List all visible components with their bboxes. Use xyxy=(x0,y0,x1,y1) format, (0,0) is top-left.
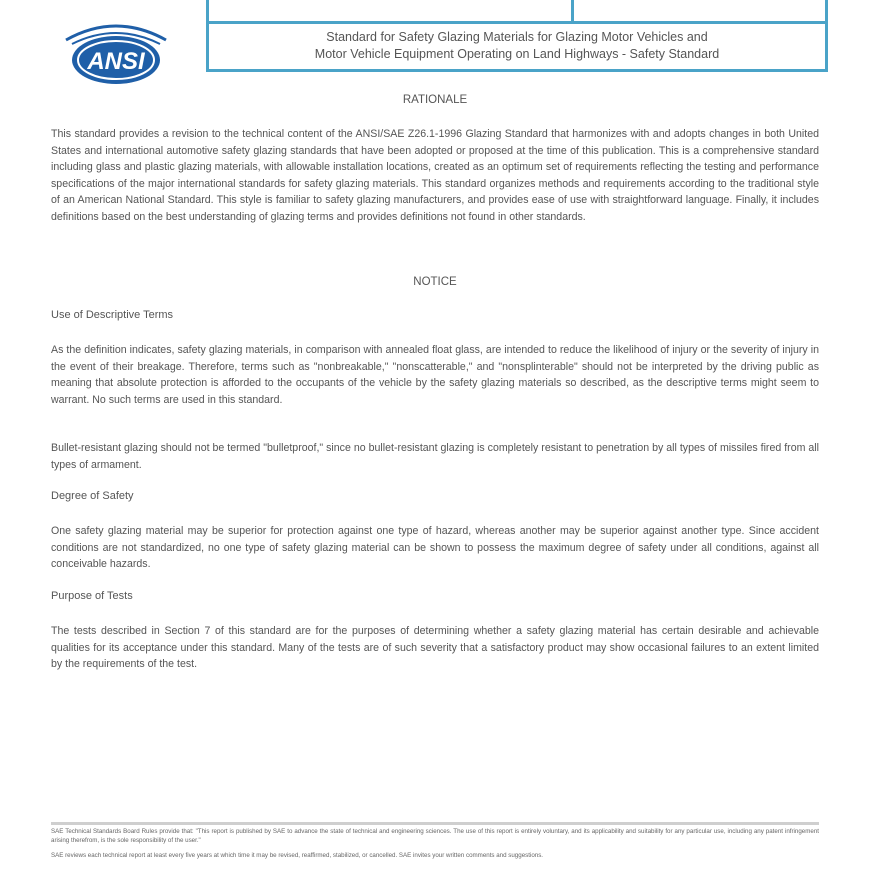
title-line-2: Motor Vehicle Equipment Operating on Land Highways - Safety Standard xyxy=(314,47,720,61)
subheading-purpose-of-tests: Purpose of Tests xyxy=(51,590,133,602)
footer-rule xyxy=(51,822,819,825)
paragraph-degree-of-safety: One safety glazing material may be superior for protection against one type of hazard, whereas another may be superior against another type. Since accident conditions are not standardized, no one type of safety glazing material can be shown to possess the maximum degree of safety under all conditions, against all conceivable hazards. xyxy=(51,525,819,570)
rationale-text: This standard provides a revision to the technical content of the ANSI/SAE Z26.1-1996 Glazing Standard that harmonizes with and adopts changes in both United States and international automotive safety glazing standards that have been adopted or proposed at the time of this publication. This is a comprehensive standard including glass and plastic glazing materials, with allowable installation locations, created as an optimum set of requirements reflecting the testing and performance specifications of the major international standards for safety glazing materials. This standard organizes methods and requirements according to the traditional style of an American National Standard. This style is familiar to safety glazing manufacturers, and provides ease of use with straightforward language. Finally, it includes definitions based on the best understanding of glazing terms and provides definitions not found in other standards. xyxy=(51,128,819,223)
notice-heading: NOTICE xyxy=(413,276,457,288)
subheading-descriptive-terms: Use of Descriptive Terms xyxy=(51,309,174,321)
header-divider xyxy=(571,0,574,21)
ansi-logo xyxy=(60,14,172,86)
rationale-heading: RATIONALE xyxy=(402,94,468,106)
paragraph-purpose-of-tests: The tests described in Section 7 of this standard are for the purposes of determining whether a safety glazing material has certain desirable and achievable qualities for its acceptance under this standard. Many of the tests are of such severity that a satisfactory product may show occasional failures to an extent limited by the requirements of the test. xyxy=(51,625,819,670)
header-top-row xyxy=(209,0,825,24)
footer-review-text: SAE reviews each technical report at least every five years at which time it may be revised, reaffirmed, stabilized, or cancelled. SAE invites your written comments and suggestions. xyxy=(51,852,544,859)
paragraph-descriptive-terms: As the definition indicates, safety glazing materials, in comparison with annealed float glass, are intended to reduce the likelihood of injury or the severity of injury in the event of their breakage. Therefore, terms such as "nonbreakable," "nonscatterable," and "nonsplinterable" should not be interpreted by the driving public as meaning that absolute protection is afforded to the occupants of the vehicle by the safety glazing materials so described, as the descriptive terms might seem to warrant. No such terms are used in this standard. xyxy=(51,344,819,406)
subheading-degree-of-safety: Degree of Safety xyxy=(51,490,134,502)
title-line-1: Standard for Safety Glazing Materials for Glazing Motor Vehicles and xyxy=(326,30,708,44)
paragraph-bullet-resistant: Bullet-resistant glazing should not be termed "bulletproof," since no bullet-resistant glazing is completely resistant to penetration by all types of missiles fired from all types of armament. xyxy=(51,442,819,471)
header-box xyxy=(206,0,828,72)
footer-rules-text: SAE Technical Standards Board Rules provide that: "This report is published by SAE to advance the state of technical and engineering sciences. The use of this report is entirely voluntary, and its applicability and suitability for any particular use, including any patent infringement arising therefrom, is the sole responsibility of the user." xyxy=(51,828,819,844)
logo-text: ANSI xyxy=(87,48,145,75)
document-title xyxy=(209,29,825,63)
